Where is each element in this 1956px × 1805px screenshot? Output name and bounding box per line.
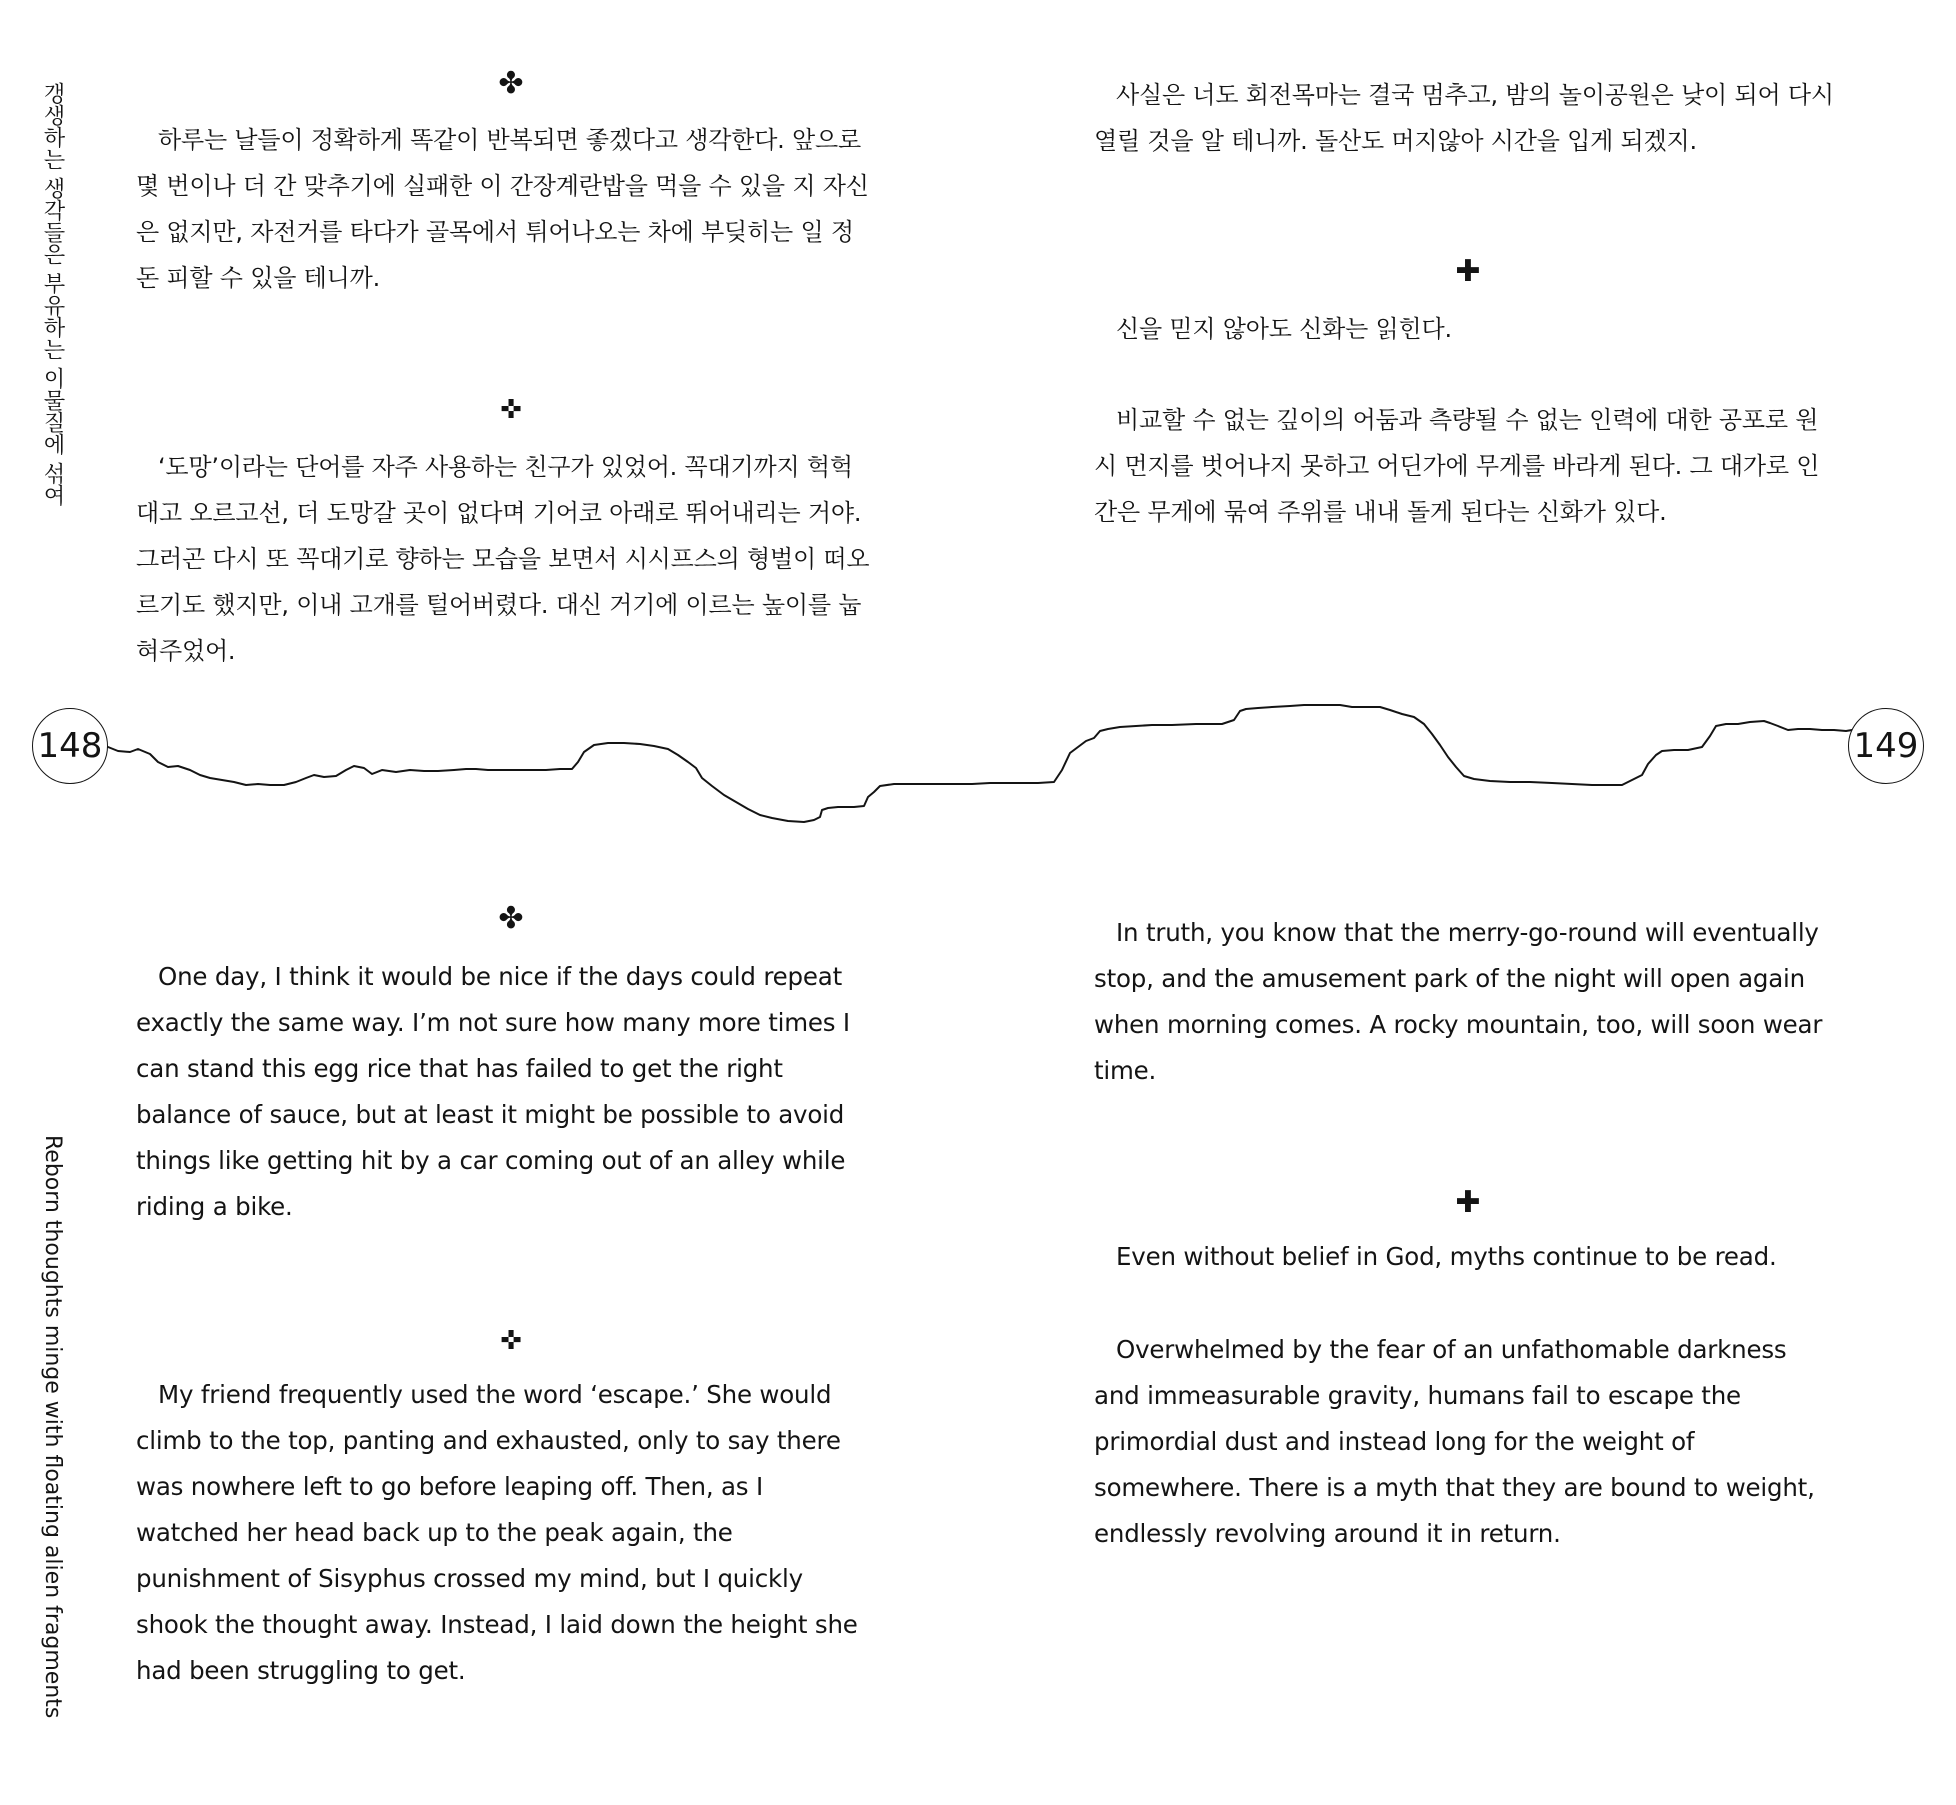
spine-title-korean: 갱생하는 생각들은 부유하는 이물질에 섞여	[40, 82, 65, 506]
page-number-left: 148	[32, 708, 108, 784]
korean-paragraph-right-1: 사실은 너도 회전목마는 결국 멈추고, 밤의 놀이공원은 낮이 되어 다시 열릴 것을 알 테니까. 돌산도 머지않아 시간을 입게 되겠지.	[1094, 81, 1834, 155]
english-paragraph-right-3: Overwhelmed by the fear of an unfathomable darkness and immeasurable gravity, humans fail to escape the primordial dust and instead long for the weight of somewhere. There is a myth that they are bound to weight, endlessly revolving around it in return.	[1094, 1335, 1815, 1548]
cross-ornament-icon: ✚	[1455, 254, 1481, 289]
cross-ornament-icon: ✚	[1455, 1185, 1481, 1220]
korean-paragraph-right-2: 신을 믿지 않아도 신화는 읽힌다.	[1116, 315, 1452, 343]
english-paragraph-left-2: My friend frequently used the word ‘escape.’ She would climb to the top, panting and exhausted, only to say there was nowhere left to go before leaping off. Then, as I watched her head back up to the peak again, the punishment of Sisyphus crossed my mind, but I quickly shook the thought away. Instead, I laid down the height she had been struggling to get.	[136, 1380, 858, 1685]
quatrefoil-ornament-icon: ✤	[498, 66, 524, 101]
korean-paragraph-left-1: 하루는 날들이 정확하게 똑같이 반복되면 좋겠다고 생각한다. 앞으로 몇 번이나 더 간 맞추기에 실패한 이 간장계란밥을 먹을 수 있을 지 자신은 없지만, 자전거를 타다가 골목에서 튀어나오는 차에 부딪히는 일 정돈 피할 수 있을 테니까.	[136, 126, 869, 292]
quatrefoil-ornament-icon: ✤	[498, 901, 524, 936]
english-paragraph-right-2: Even without belief in God, myths continue to be read.	[1116, 1242, 1777, 1271]
english-paragraph-left-1: One day, I think it would be nice if the days could repeat exactly the same way. I’m not sure how many more times I can stand this egg rice that has failed to get the right balance of sauce, but at least it might be possible to avoid things like getting hit by a car coming out of an alley while riding a bike.	[136, 962, 850, 1221]
english-paragraph-right-1: In truth, you know that the merry-go-round will eventually stop, and the amusement park of the night will open again when morning comes. A rocky mountain, too, will soon wear time.	[1094, 918, 1823, 1085]
korean-paragraph-right-3: 비교할 수 없는 깊이의 어둠과 측량될 수 없는 인력에 대한 공포로 원시 먼지를 벗어나지 못하고 어딘가에 무게를 바라게 된다. 그 대가로 인간은 무게에 묶여 주위를 내내 돌게 된다는 신화가 있다.	[1094, 406, 1820, 526]
page-number-right: 149	[1848, 708, 1924, 784]
small-quatrefoil-ornament-icon: ✜	[500, 395, 522, 425]
korean-paragraph-left-2: ‘도망’이라는 단어를 자주 사용하는 친구가 있었어. 꼭대기까지 헉헉대고 오르고선, 더 도망갈 곳이 없다며 기어코 아래로 뛰어내리는 거야. 그러곤 다시 또 꼭대기로 향하는 모습을 보면서 시시프스의 형벌이 떠오르기도 했지만, 이내 고개를 털어버렸다. 대신 거기에 이르는 높이를 눕혀주었어.	[136, 453, 870, 665]
spine-title-english: Reborn thoughts minge with floating alien fragments	[40, 1135, 65, 1719]
small-quatrefoil-ornament-icon: ✜	[500, 1326, 522, 1356]
